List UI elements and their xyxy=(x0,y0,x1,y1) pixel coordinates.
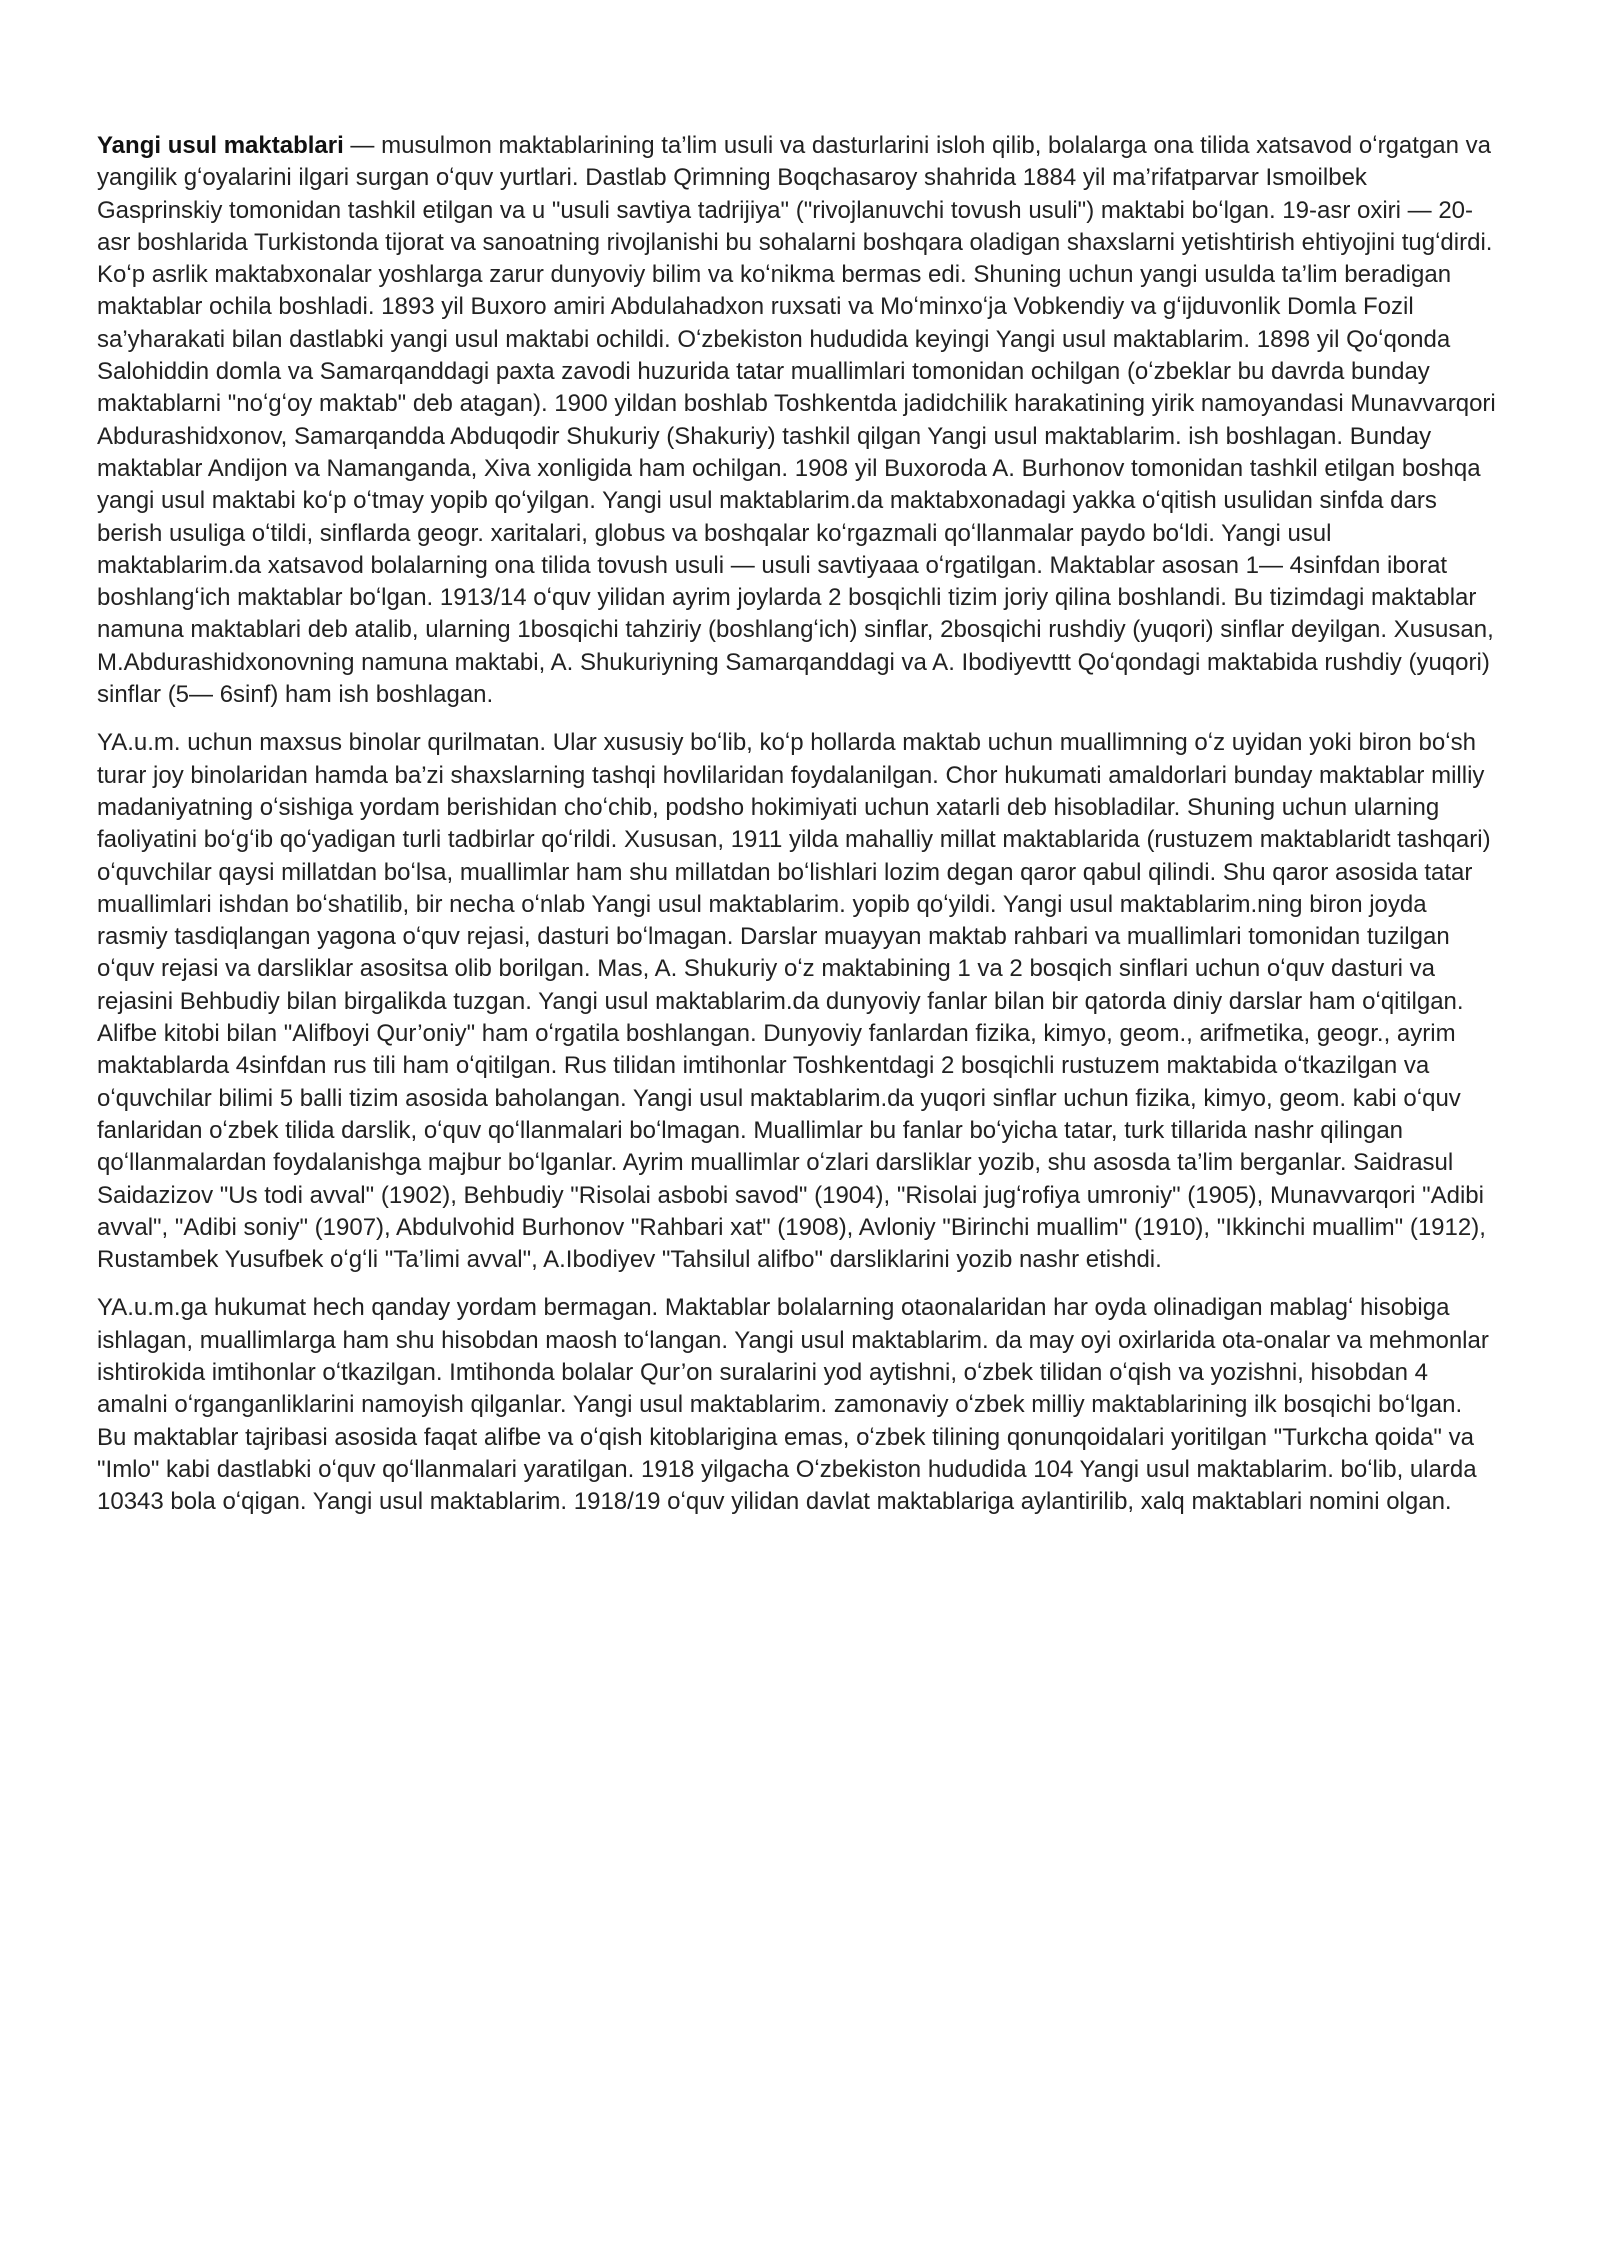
article-lead-term: Yangi usul maktablari xyxy=(97,132,344,159)
paragraph-buildings: YA.u.m. uchun maxsus binolar qurilmatan. Ular xususiy boʻlib, koʻp hollarda maktab uchun muallimning oʻz uyidan yoki biron boʻsh turar joy binolaridan hamda ba’zi shaxslarning tashqi hovlilaridan foydalanilgan. Chor hukumati amaldorlari bunday maktablar milliy madaniyatning oʻsishiga yordam berishidan choʻchib, podsho hokimiyati uchun xatarli deb hisobladilar. Shuning uchun ularning faoliyatini boʻgʻib qoʻyadigan turli tadbirlar qoʻrildi. Xususan, 1911 yilda mahalliy millat maktablarida (rustuzem maktablaridt tashqari) oʻquvchilar qaysi millatdan boʻlsa, muallimlar ham shu millatdan boʻlishlari lozim degan qaror qabul qilindi. Shu qaror asosida tatar muallimlari ishdan boʻshatilib, bir necha oʻnlab Yangi usul maktablarim. yopib qoʻyildi. Yangi usul maktablarim.ning biron joyda rasmiy tasdiqlangan yagona oʻquv rejasi, dasturi boʻlmagan. Darslar muayyan maktab rahbari va muallimlari tomonidan tuzilgan oʻquv rejasi va darsliklar asositsa olib borilgan. Mas, A. Shukuriy oʻz maktabining 1 va 2 bosqich sinflari uchun oʻquv dasturi va rejasini Behbudiy bilan birgalikda tuzgan. Yangi usul maktablarim.da dunyoviy fanlar bilan bir qatorda diniy darslar ham oʻqitilgan. Alifbe kitobi bilan "Alifboyi Qur’oniy" ham oʻrgatila boshlangan. Dunyoviy fanlardan fizika, kimyo, geom., arifmetika, geogr., ayrim maktablarda 4sinfdan rus tili ham oʻqitilgan. Rus tilidan imtihonlar Toshkentdagi 2 bosqichli rustuzem maktabida oʻtkazilgan va oʻquvchilar bilimi 5 balli tizim asosida baholangan. Yangi usul maktablarim.da yuqori sinflar uchun fizika, kimyo, geom. kabi oʻquv fanlaridan oʻzbek tilida darslik, oʻquv qoʻllanmalari boʻlmagan. Muallimlar bu fanlar boʻyicha tatar, turk tillarida nashr qilingan qoʻllanmalardan foydalanishga majbur boʻlganlar. Ayrim muallimlar oʻzlari darsliklar yozib, shu asosda ta’lim berganlar. Saidrasul Saidazizov "Us todi avval" (1902), Behbudiy "Risolai asbobi savod" (1904), "Risolai jugʻrofiya umroniy" (1905), Munavvarqori "Adibi avval", "Adibi soniy" (1907), Abdulvohid Burhonov "Rahbari xat" (1908), Avloniy "Birinchi muallim" (1910), "Ikkinchi muallim" (1912), Rustambek Yusufbek oʻgʻli "Ta’limi avval", A.Ibodiyev "Tahsilul alifbo" darsliklarini yozib nashr etishdi. xyxy=(97,729,1491,1274)
paragraph-intro xyxy=(97,130,1497,711)
article-body xyxy=(97,130,1497,1534)
paragraph-intro-text: — musulmon maktablarining ta’lim usuli va dasturlarini isloh qilib, bolalarga ona tilida xatsavod oʻrgatgan va yangilik gʻoyalarini ilgari surgan oʻquv yurtlari. Dastlab Qrimning Boqchasaroy shahrida 1884 yil ma’rifatparvar Ismoilbek Gasprinskiy tomonidan tashkil etilgan va u "usuli savtiya tadrijiya" ("rivojlanuvchi tovush usuli") maktabi boʻlgan. 19-asr oxiri — 20-asr boshlarida Turkistonda tijorat va sanoatning rivojlanishi bu sohalarni boshqara oladigan shaxslarni yetishtirish ehtiyojini tugʻdirdi. Koʻp asrlik maktabxonalar yoshlarga zarur dunyoviy bilim va koʻnikma bermas edi. Shuning uchun yangi usulda ta’lim beradigan maktablar ochila boshladi. 1893 yil Buxoro amiri Abdulahadxon ruxsati va Moʻminxoʻja Vobkendiy va gʻijduvonlik Domla Fozil sa’yharakati bilan dastlabki yangi usul maktabi ochildi. Oʻzbekiston hududida keyingi Yangi usul maktablarim. 1898 yil Qoʻqonda Salohiddin domla va Samarqanddagi paxta zavodi huzurida tatar muallimlari tomonidan ochilgan (oʻzbeklar bu davrda bunday maktablarni "noʻgʻoy maktab" deb atagan). 1900 yildan boshlab Toshkentda jadidchilik harakatining yirik namoyandasi Munavvarqori Abdurashidxonov, Samarqandda Abduqodir Shukuriy (Shakuriy) tashkil qilgan Yangi usul maktablarim. ish boshlagan. Bunday maktablar Andijon va Namanganda, Xiva xonligida ham ochilgan. 1908 yil Buxoroda A. Burhonov tomonidan tashkil etilgan boshqa yangi usul maktabi koʻp oʻtmay yopib qoʻyilgan. Yangi usul maktablarim.da maktabxonadagi yakka oʻqitish usulidan sinfda dars berish usuliga oʻtildi, sinflarda geogr. xaritalari, globus va boshqalar koʻrgazmali qoʻllanmalar paydo boʻldi. Yangi usul maktablarim.da xatsavod bolalarning ona tilida tovush usuli — usuli savtiyaaa oʻrgatilgan. Maktablar asosan 1— 4sinfdan iborat boshlangʻich maktablar boʻlgan. 1913/14 oʻquv yilidan ayrim joylarda 2 bosqichli tizim joriy qilina boshlandi. Bu tizimdagi maktablar namuna maktablari deb atalib, ularning 1bosqichi tahziriy (boshlangʻich) sinflar, 2bosqichi rushdiy (yuqori) sinflar deyilgan. Xususan, M.Abdurashidxonovning namuna maktabi, A. Shukuriyning Samarqanddagi va A. Ibodiyevttt Qoʻqondagi maktabida rushdiy (yuqori) sinflar (5— 6sinf) ham ish boshlagan. xyxy=(97,132,1496,709)
paragraph-funding: YA.u.m.ga hukumat hech qanday yordam bermagan. Maktablar bolalarning otaonalaridan har oyda olinadigan mablagʻ hisobiga ishlagan, muallimlarga ham shu hisobdan maosh toʻlangan. Yangi usul maktablarim. da may oyi oxirlarida ota-onalar va mehmonlar ishtirokida imtihonlar oʻtkazilgan. Imtihonda bolalar Qur’on suralarini yod aytishni, oʻzbek tilidan oʻqish va yozishni, hisobdan 4 amalni oʻrganganliklarini namoyish qilganlar. Yangi usul maktablarim. zamonaviy oʻzbek milliy maktablarining ilk bosqichi boʻlgan. Bu maktablar tajribasi asosida faqat alifbe va oʻqish kitoblarigina emas, oʻzbek tilining qonunqoidalari yoritilgan "Turkcha qoida" va "Imlo" kabi dastlabki oʻquv qoʻllanmalari yaratilgan. 1918 yilgacha Oʻzbekiston hududida 104 Yangi usul maktablarim. boʻlib, ularda 10343 bola oʻqigan. Yangi usul maktablarim. 1918/19 oʻquv yilidan davlat maktablariga aylantirilib, xalq maktablari nomini olgan. xyxy=(97,1294,1489,1516)
